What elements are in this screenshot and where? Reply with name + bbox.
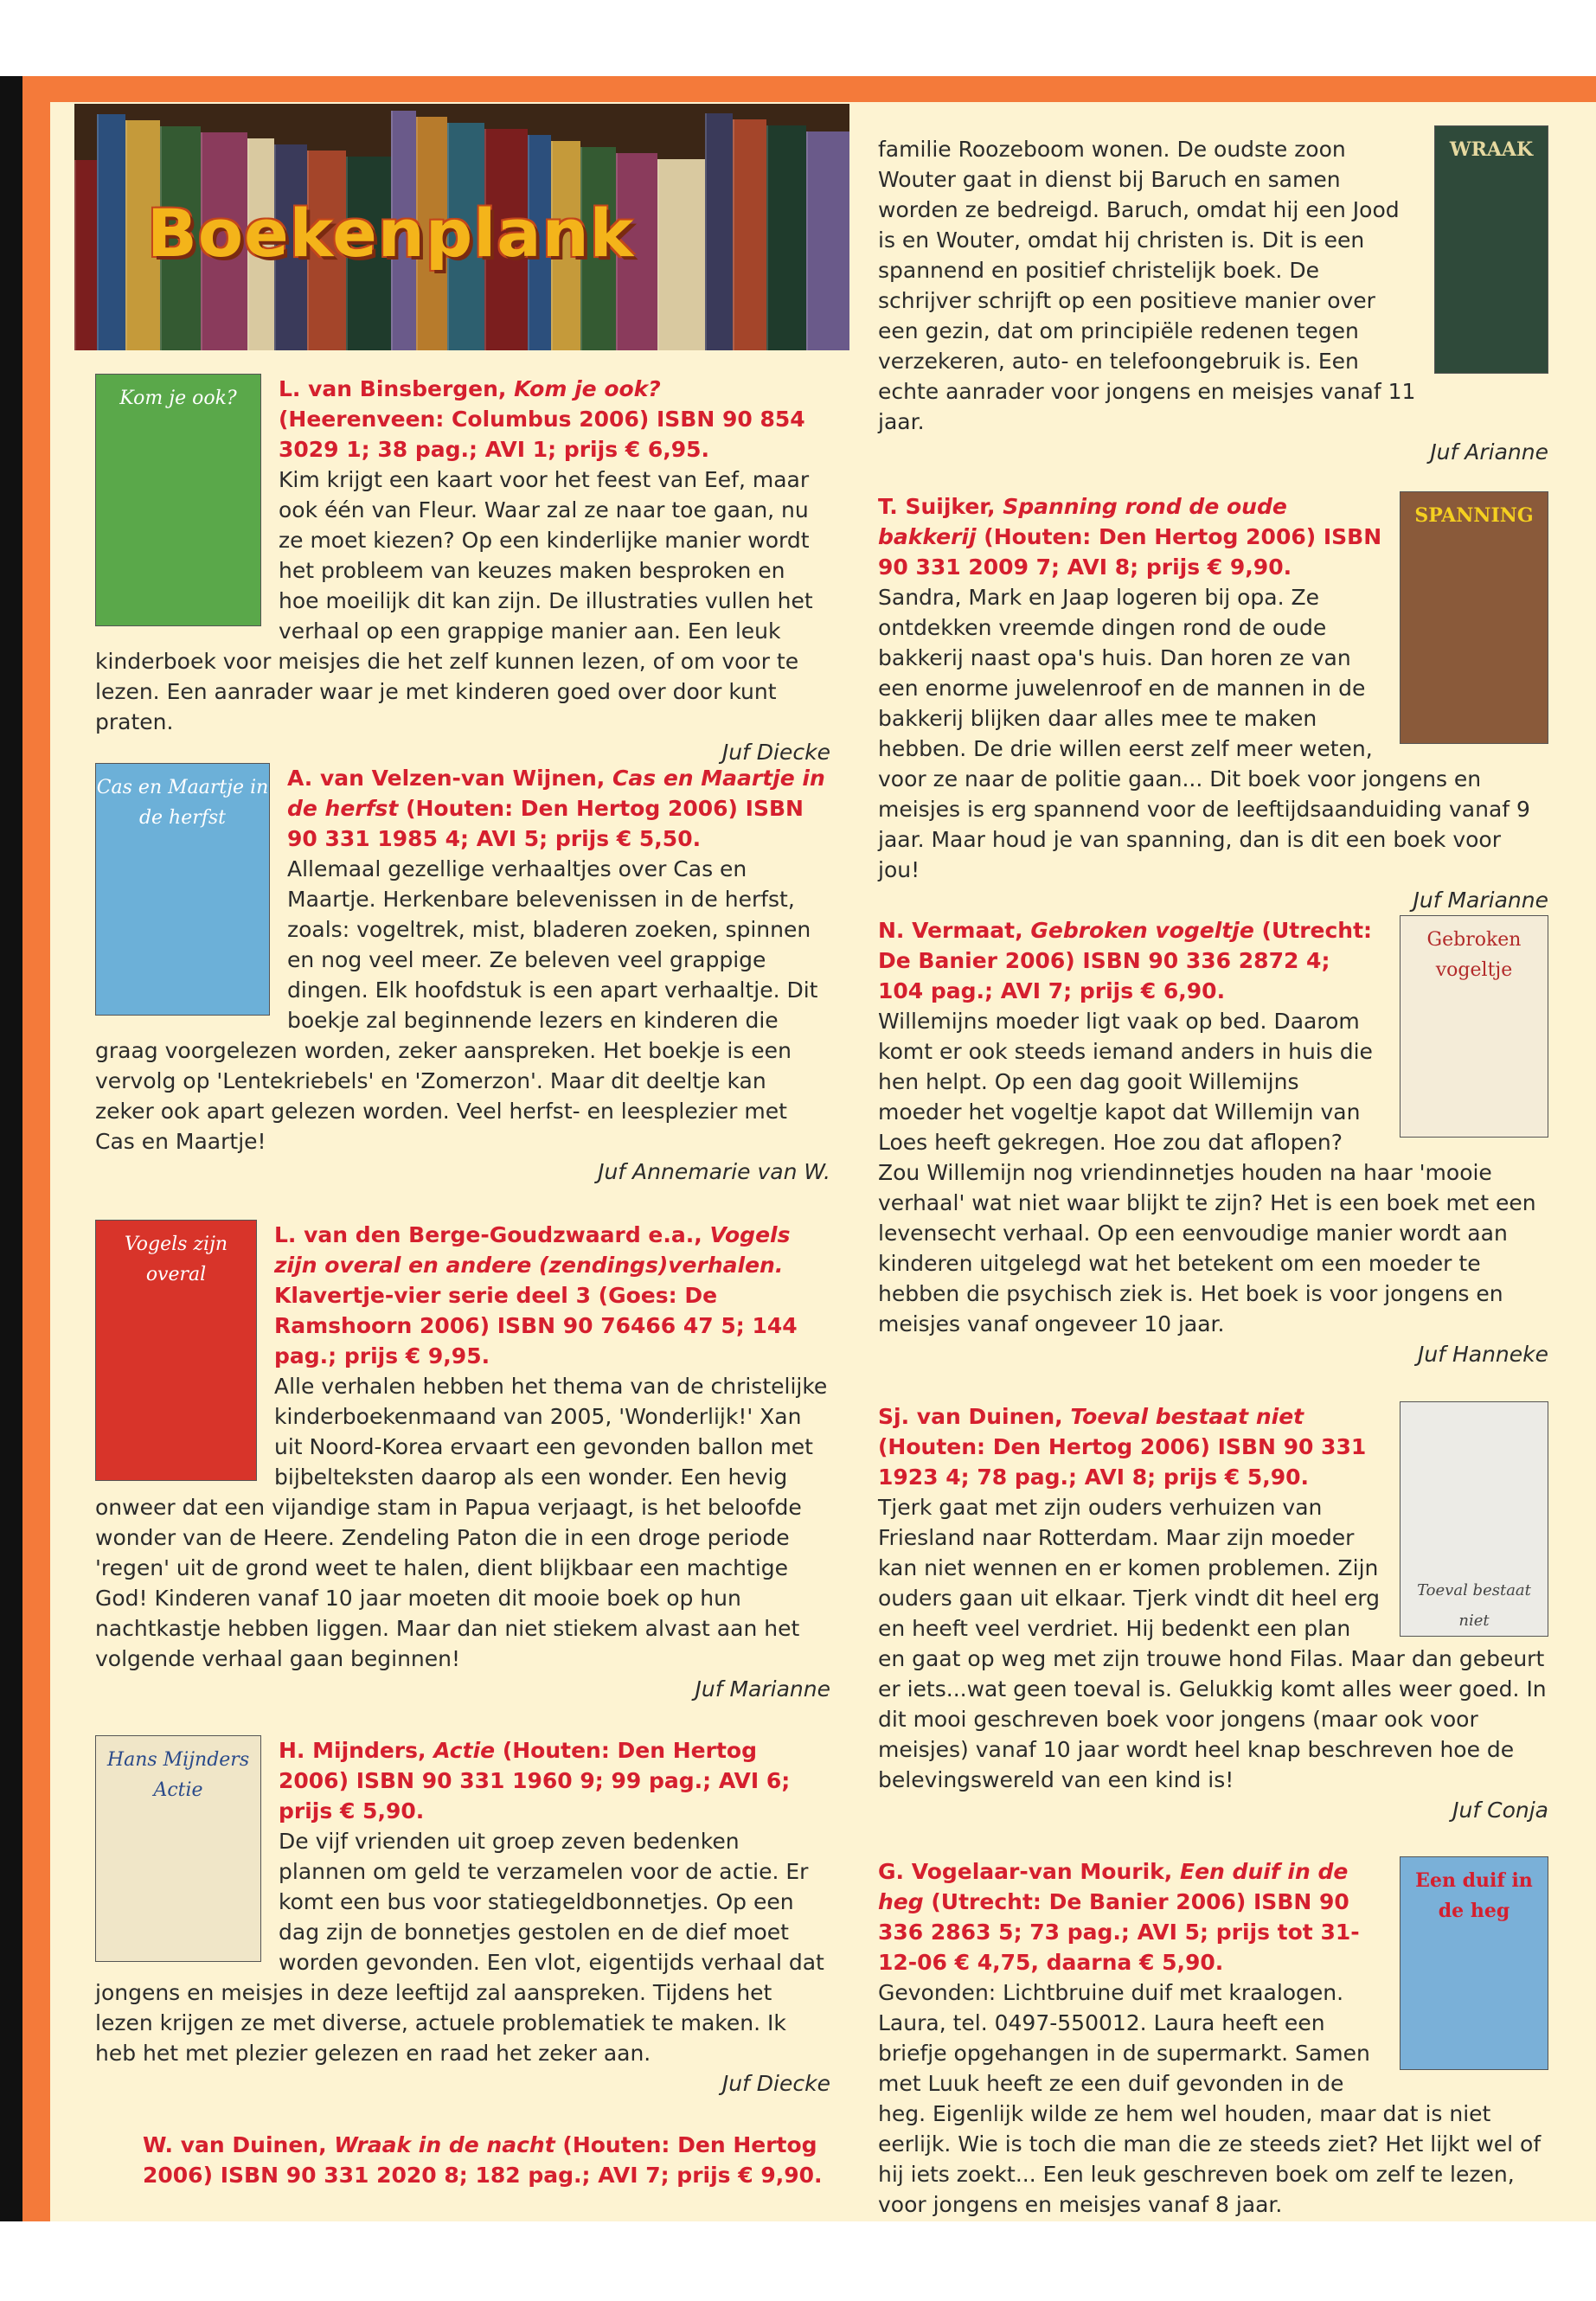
review-wraak-heading — [143, 2130, 835, 2190]
review-heading: T. Suijker, Spanning rond de oude bakkerij (Houten: Den Hertog 2006) ISBN 90 331 2009 7; AVI 8; prijs € 9,90. — [878, 494, 1382, 580]
review-toeval-bestaat-niet — [878, 1401, 1548, 1825]
book-cover — [1400, 1401, 1548, 1637]
review-signature: Juf Arianne — [1430, 439, 1548, 465]
review-spanning — [878, 491, 1548, 915]
section-title: Boekenplank — [147, 195, 635, 272]
cover-title: Gebroken vogeltje — [1426, 929, 1522, 981]
review-text: familie Roozeboom wonen. De oudste zoon Wouter gaat in dienst bij Baruch en samen worden ze bedreigd. Baruch, omdat hij een Jood is en Wouter, omdat hij christen is. Dit is een spannend en positief christelijk boek. De schrijver schrijft op een positieve manier over een gezin, dat om principiële redenen tegen verzekeren, auto- en telefoongebruik is. Een echte aanrader voor jongens en meisjes vanaf 11 jaar. — [878, 137, 1416, 434]
book-spine — [733, 119, 766, 350]
review-heading: N. Vermaat, Gebroken vogeltje (Utrecht: De Banier 2006) ISBN 90 336 2872 4; 104 pag.; AVI 7; prijs € 6,90. — [878, 918, 1373, 1003]
review-signature: Juf Marianne — [1413, 888, 1548, 913]
review-heading: Sj. van Duinen, Toeval bestaat niet (Houten: Den Hertog 2006) ISBN 90 331 1923 4; 78 pag.; AVI 8; prijs € 5,90. — [878, 1404, 1367, 1490]
review-heading: L. van den Berge-Goudzwaard e.a., Vogels zijn overal en andere (zendings)verhalen. Klavertje-vier serie deel 3 (Goes: De Ramshoorn 2006) ISBN 90 76466 47 5; 144 pag.; prijs € 9,95. — [274, 1222, 798, 1368]
review-een-duif-in-de-heg — [878, 1856, 1548, 2220]
review-vogels-zijn-overal — [95, 1220, 830, 1704]
review-gebroken-vogeltje — [878, 915, 1548, 1369]
book-spine — [766, 125, 806, 350]
cover-title: Cas en Maartje in de herfst — [96, 777, 269, 829]
review-heading: L. van Binsbergen, Kom je ook? (Heerenveen: Columbus 2006) ISBN 90 854 3029 1; 38 pag.; AVI 1; prijs € 6,95. — [279, 376, 805, 462]
book-spine — [705, 113, 733, 350]
book-cover — [95, 1220, 257, 1481]
review-heading: A. van Velzen-van Wijnen, Cas en Maartje in de herfst (Houten: Den Hertog 2006) ISBN 90 331 1985 4; AVI 5; prijs € 5,50. — [287, 766, 825, 851]
page-edge — [0, 76, 22, 2221]
review-cas-en-maartje — [95, 763, 830, 1187]
cover-title: Toeval bestaat niet — [1417, 1581, 1531, 1630]
review-signature: Juf Conja — [1452, 1798, 1548, 1823]
review-kom-je-ook — [95, 374, 830, 767]
cover-title: Vogels zijn overal — [124, 1234, 228, 1285]
cover-title: Kom je ook? — [119, 388, 237, 409]
review-text: Allemaal gezellige verhaaltjes over Cas en Maartje. Herkenbare belevenissen in de herfst, zoals: vogeltrek, mist, bladeren zoeken, spinnen en nog veel meer. Ze beleven veel grappige dingen. Elk hoofdstuk is een apart verhaaltje. Dit boekje zal beginnende lezers en kinderen die graag voorgelezen worden, zeker aanspreken. Het boekje is een vervolg op 'Lentekriebels' en 'Zomerzon'. Maar dit deeltje kan zeker ook apart gelezen worden. Veel herfst- en leesplezier met Cas en Maartje! — [95, 856, 818, 1154]
cover-title: SPANNING — [1414, 504, 1534, 527]
book-spine — [97, 114, 125, 350]
book-cover — [95, 374, 261, 626]
review-signature: Juf Diecke — [721, 2071, 830, 2096]
review-signature: Juf Hanneke — [1417, 1342, 1548, 1367]
cover-title: WRAAK — [1449, 138, 1534, 161]
review-wraak — [878, 134, 1548, 467]
review-text: Gevonden: Lichtbruine duif met kraalogen. Laura, tel. 0497-550012. Laura heeft een briefje opgehangen in de supermarkt. Samen met Luuk heeft ze een duif gevonden in de heg. Eigenlijk wilde ze hem wel houden, maar dat is niet eerlijk. Wie is toch die man die ze steeds ziet? Het lijkt wel of hij iets zoekt... Een leuk geschreven boek om zelf te lezen, voor jongens en meisjes vanaf 8 jaar. — [878, 1980, 1542, 2217]
review-signature: Juf Diecke — [721, 740, 830, 765]
review-text: De vijf vrienden uit groep zeven bedenken plannen om geld te verzamelen voor de actie. Er komt een bus voor statiegeldbonnetjes. Op een dag zijn de bonnetjes gestolen en de dief moet worden gevonden. Een vlot, eigentijds verhaal dat jongens en meisjes in deze leeftijd zal aanspreken. Tijdens het lezen krijgen ze met diverse, actuele problematiek te maken. Ik heb het met plezier gelezen en raad het zeker aan. — [95, 1829, 824, 2066]
book-cover — [95, 763, 270, 1016]
review-text: Alle verhalen hebben het thema van de christelijke kinderboekenmaand van 2005, 'Wonderlijk!' Xan uit Noord-Korea ervaart een gevonden ballon met bijbelteksten daarop als een wonder. Een hevig onweer dat een vijandige stam in Papua verjaagt, is het beloofde wonder van de Heere. Zendeling Paton die in een droge periode 'regen' uit de grond weet te halen, dient blijkbaar een machtige God! Kinderen vanaf 10 jaar moeten dit mooie boek op hun nachtkastje hebben liggen. Maar dan niet stiekem alvast aan het volgende verhaal gaan beginnen! — [95, 1374, 828, 1671]
cover-title: Een duif in de heg — [1415, 1869, 1533, 1922]
review-actie — [95, 1735, 830, 2099]
review-heading: H. Mijnders, Actie (Houten: Den Hertog 2006) ISBN 90 331 1960 9; 99 pag.; AVI 6; prijs € 5,90. — [279, 1738, 791, 1823]
book-cover — [1400, 915, 1548, 1138]
book-spine — [74, 160, 97, 350]
book-cover — [1434, 125, 1548, 374]
review-text: Kim krijgt een kaart voor het feest van Eef, maar ook één van Fleur. Waar zal ze naar toe gaan, nu ze moet kiezen? Op een kinderlijke manier wordt het probleem van keuzes maken besproken en hoe moeilijk dit kan zijn. De illustraties vullen het verhaal op een grappige manier aan. Een leuk kinderboek voor meisjes die het zelf kunnen lezen, of om voor te lezen. Een aanrader waar je met kinderen goed over door kunt praten. — [95, 467, 813, 734]
cover-title: Hans Mijnders Actie — [106, 1749, 250, 1801]
review-signature: Juf Marianne — [695, 1676, 830, 1702]
review-text: Willemijns moeder ligt vaak op bed. Daarom komt er ook steeds iemand anders in huis die hen helpt. Op een dag gooit Willemijns moeder het vogeltje kapot dat Willemijn van Loes heeft gekregen. Hoe zou dat aflopen? Zou Willemijn nog vriendinnetjes houden na haar 'mooie verhaal' wat niet waar blijkt te zijn? Het is een boek met een levensecht verhaal. Op een eenvoudige manier wordt aan kinderen uitgelegd wat het betekent om een moeder te hebben die psychisch ziek is. Het boek is voor jongens en meisjes vanaf ongeveer 10 jaar. — [878, 1009, 1536, 1336]
review-text: Tjerk gaat met zijn ouders verhuizen van Friesland naar Rotterdam. Maar zijn moeder kan niet wennen en er komen problemen. Zijn ouders gaan uit elkaar. Tjerk vindt dit heel erg en heeft veel verdriet. Hij bedenkt een plan en gaat op weg met zijn trouwe hond Filas. Maar dan gebeurt er iets...wat geen toeval is. Gelukkig komt alles weer goed. In dit mooi geschreven boek voor jongens (maar ook voor meisjes) vanaf 10 jaar wordt heel knap beschreven hoe de belevingswereld van een kind is! — [878, 1495, 1547, 1792]
book-spine — [806, 131, 849, 350]
review-heading: W. van Duinen, Wraak in de nacht (Houten: Den Hertog 2006) ISBN 90 331 2020 8; 182 pag.; AVI 7; prijs € 9,90. — [143, 2132, 823, 2188]
review-signature: Juf Annemarie van W. — [598, 1159, 830, 1184]
review-text: Sandra, Mark en Jaap logeren bij opa. Ze ontdekken vreemde dingen rond de oude bakkerij naast opa's huis. Dan horen ze van een enorme juwelenroof en de mannen in de bakkerij blijken daar alles mee te maken hebben. De drie willen eerst zelf meer weten, voor ze naar de politie gaan... Dit boek voor jongens en meisjes is erg spannend voor de leeftijdsaanduiding vanaf 9 jaar. Maar houd je van spanning, dan is dit een boek voor jou! — [878, 585, 1530, 882]
book-cover — [95, 1735, 261, 1962]
book-spine — [657, 159, 705, 350]
book-cover — [1400, 491, 1548, 744]
book-cover — [1400, 1856, 1548, 2070]
review-heading: G. Vogelaar-van Mourik, Een duif in de heg (Utrecht: De Banier 2006) ISBN 90 336 2863 5; 73 pag.; AVI 5; prijs tot 31-12-06 € 4,75, daarna € 5,90. — [878, 1859, 1360, 1975]
